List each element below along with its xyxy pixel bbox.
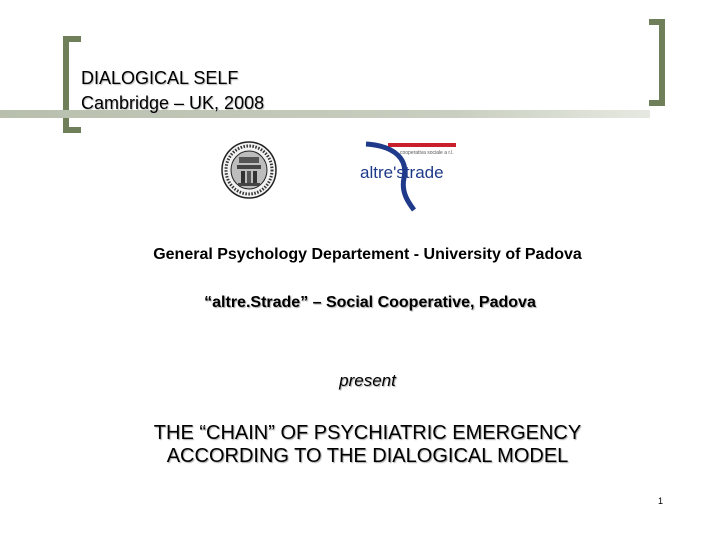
present-line: present	[339, 371, 396, 390]
right-bracket-vertical	[659, 19, 665, 106]
altre-tagline: cooperativa sociale a r.l.	[400, 150, 454, 156]
right-bracket-bottom	[649, 100, 665, 106]
presentation-title	[0, 422, 720, 468]
presentation-title-line1: THE “CHAIN” OF PSYCHIATRIC EMERGENCY	[153, 422, 582, 444]
university-seal-logo	[221, 141, 277, 199]
altre-wordmark: altre'strade	[360, 163, 444, 182]
conference-subtitle: Cambridge – UK, 2008	[81, 93, 265, 113]
left-bracket-bottom	[63, 127, 81, 133]
cooperative-line: “altre.Strade” – Social Cooperative, Padova	[204, 294, 536, 311]
presentation-title-line2: ACCORDING TO THE DIALOGICAL MODEL	[166, 445, 569, 467]
conference-title: DIALOGICAL SELF	[81, 68, 239, 88]
altre-strade-logo	[356, 140, 460, 212]
left-bracket-vertical	[63, 36, 69, 133]
department-line: General Psychology Departement - University of Padova	[153, 246, 582, 263]
page-number: 1	[658, 496, 664, 506]
right-bracket-top	[649, 19, 665, 25]
left-bracket-top	[63, 36, 81, 42]
